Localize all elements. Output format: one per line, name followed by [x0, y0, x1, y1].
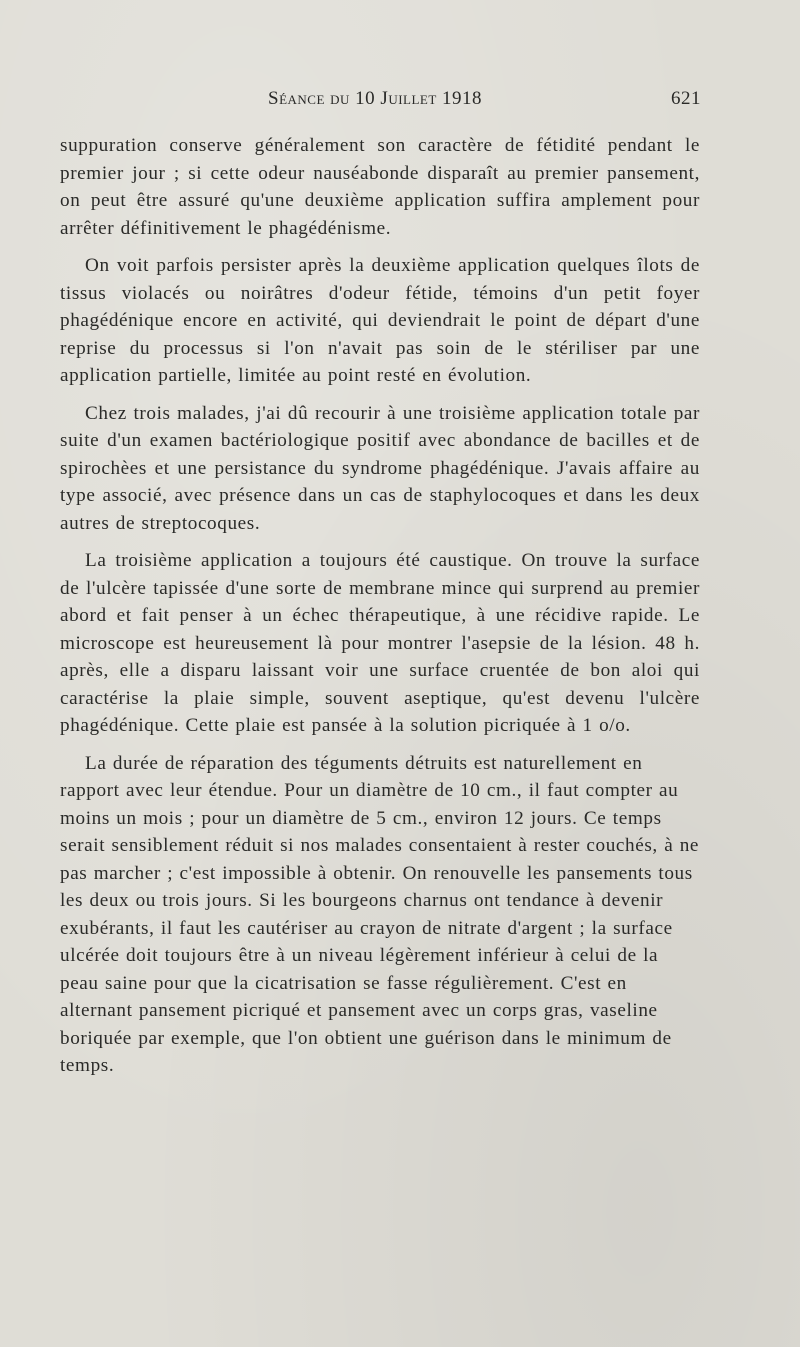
running-title: Séance du 10 Juillet 1918 — [268, 88, 483, 109]
book-page — [60, 88, 700, 1090]
paragraph-continued: suppuration conserve généralement son caractère de fétidité pendant le premier jour ; si cette odeur nauséabonde disparaît au premier pansement, on peut être assuré qu'une deuxième application suffira amplement pour arrêter définitivement le phagédénisme. — [60, 135, 700, 239]
paragraph: Chez trois malades, j'ai dû recourir à une troisième application totale par suite d'un examen bactériologique positif avec abondance de bacilles et de spirochèes et une persistance du syndrome phagédénique. J'avais affaire au type associé, avec présence dans un cas de staphylocoques et dans les deux autres de streptocoques. — [60, 402, 700, 534]
body-text — [60, 132, 700, 1080]
paragraph: La durée de réparation des téguments détruits est naturellement en rapport avec leur étendue. Pour un diamètre de 10 cm., il faut compter au moins un mois ; pour un diamètre de 5 cm., environ 12 jours. Ce temps serait sensiblement réduit si nos malades consentaient à rester couchés, à ne pas marcher ; c'est impossible à obtenir. On renouvelle les pansements tous les deux ou trois jours. Si les bourgeons charnus ont tendance à devenir exubérants, il faut les cautériser au crayon de nitrate d'argent ; la surface ulcérée doit toujours être à un niveau légèrement inférieur à celui de la peau saine pour que la cicatrisation se fasse régulièrement. C'est en alternant pansement picriqué et pansement avec un corps gras, vaseline boriquée par exemple, que l'on obtient une guérison dans le minimum de temps. — [60, 752, 700, 1076]
page-number: 621 — [671, 88, 701, 109]
paragraph: La troisième application a toujours été caustique. On trouve la surface de l'ulcère tapissée d'une sorte de membrane mince qui surprend au premier abord et fait penser à un échec thérapeutique, à une récidive rapide. Le microscope est heureusement là pour montrer l'asepsie de la lésion. 48 h. après, elle a disparu laissant voir une surface cruentée de bon aloi qui caractérise la plaie simple, souvent aseptique, qu'est devenu l'ulcère phagédénique. Cette plaie est pansée à la solution picriquée à 1 o/o. — [60, 550, 700, 736]
running-head — [60, 88, 700, 118]
paragraph: On voit parfois persister après la deuxième application quelques îlots de tissus violacés ou noirâtres d'odeur fétide, témoins d'un petit foyer phagédénique encore en activité, qui deviendrait le point de départ d'une reprise du processus si l'on n'avait pas soin de le stériliser par une application partielle, limitée au point resté en évolution. — [60, 255, 700, 386]
